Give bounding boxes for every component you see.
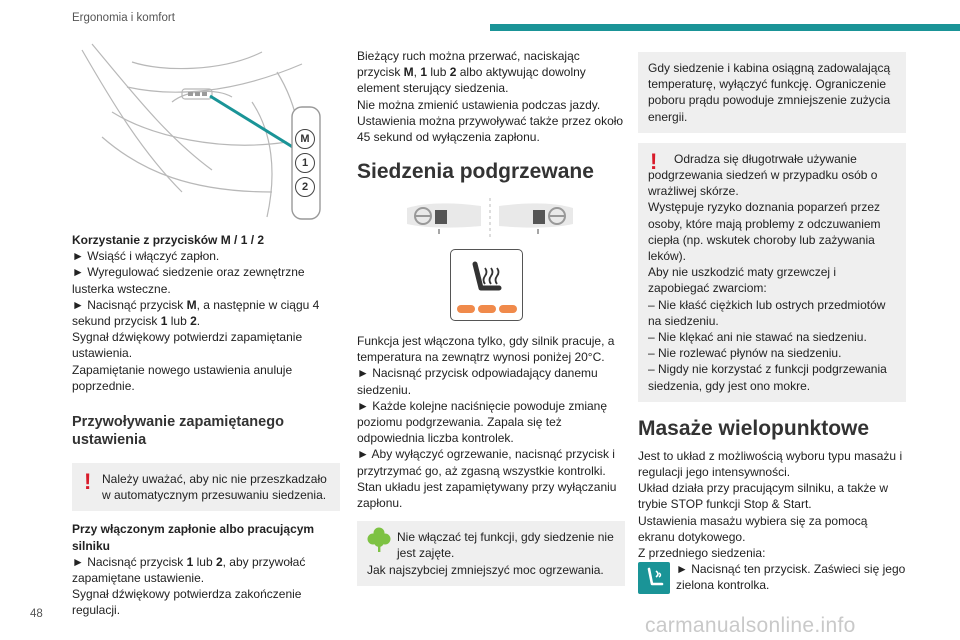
header-section-title: Ergonomia i komfort bbox=[72, 12, 175, 24]
page-number: 48 bbox=[30, 608, 43, 620]
seat-memory-illustration bbox=[72, 42, 324, 222]
energy-info-box bbox=[638, 52, 906, 133]
seat-button-m[interactable] bbox=[295, 129, 315, 149]
usage-note-2: Zapamiętanie nowego ustawienia anuluje poprzednie. bbox=[72, 362, 293, 393]
heating-warning-box bbox=[638, 143, 906, 402]
heating-step-press: ► Nacisnąć przycisk odpowiadający danemu siedzeniu. bbox=[357, 366, 598, 397]
seat-button-2[interactable] bbox=[295, 177, 315, 197]
watermark: carmanualsonline.info bbox=[645, 614, 856, 637]
eco-tip-box bbox=[357, 521, 625, 586]
massage-settings: Ustawienia masażu wybiera się za pomocą ekranu dotykowego. bbox=[638, 513, 868, 544]
ignition-heading: Przy włączonym zapłonie albo pracującym silniku bbox=[72, 522, 315, 553]
middle-column-top bbox=[357, 48, 625, 185]
seat-button-1-label: 1 bbox=[301, 157, 309, 169]
heat-level-led-3 bbox=[499, 305, 517, 313]
massage-step-text: ► Nacisnąć ten przycisk. Zaświeci się jego zielona kontrolka. bbox=[676, 562, 906, 593]
warning-icon: ! bbox=[84, 469, 92, 495]
heating-condition: Funkcja jest włączona tylko, gdy silnik pracuje, a temperatura na zewnątrz wynosi poniżej 20°C. bbox=[357, 334, 615, 365]
massage-front-seat: Z przedniego siedzenia: bbox=[638, 546, 766, 561]
warning-text: Należy uważać, aby nic nie przeszkadzało w automatycznym przesuwaniu siedzenia. bbox=[102, 472, 327, 503]
heating-step-level: ► Każde kolejne naciśnięcie powoduje zmianę poziomu podgrzewania. Zapala się też odpowiednia liczba kontrolek. bbox=[357, 398, 608, 446]
recall-heading: Przywoływanie zapamiętanego ustawienia bbox=[72, 414, 284, 449]
massage-operation: Układ działa przy pracującym silniku, a także w trybie STOP funkcji Stop & Start. bbox=[638, 481, 889, 512]
usage-step-2: ► Wyregulować siedzenie oraz zewnętrzne lusterka wsteczne. bbox=[72, 265, 305, 296]
massage-intro: Jest to układ z możliwością wyboru typu masażu i regulacji jego intensywności. bbox=[638, 448, 903, 480]
heating-warning-5: – Nie klękać ani nie stawać na siedzeniu. bbox=[648, 330, 867, 345]
interrupt-paragraph: Bieżący ruch można przerwać, naciskając przycisk M, 1 lub 2 albo aktywując dowolny element sterujący siedzenia. bbox=[357, 49, 586, 96]
usage-step-3: ► Nacisnąć przycisk M, a następnie w ciągu 4 sekund przycisk 1 lub 2. bbox=[72, 297, 320, 329]
recall-after-ignition-off: Ustawienia można przywoływać także przez około 45 sekund od wyłączenia zapłonu. bbox=[357, 113, 624, 145]
warning-box-seat-motion bbox=[72, 463, 340, 511]
heating-warning-6: – Nie rozlewać płynów na siedzeniu. bbox=[648, 346, 842, 361]
massage-button[interactable] bbox=[638, 562, 670, 594]
heating-step-off: ► Aby wyłączyć ogrzewanie, nacisnąć przycisk i przytrzymać go, aż zgasną wszystkie kontrolki. bbox=[357, 447, 615, 478]
usage-note-1: Sygnał dźwiękowy potwierdzi zapamiętanie ustawienia. bbox=[72, 330, 303, 361]
heating-warning-1: Odradza się długotrwałe używanie podgrzewania siedzeń w przypadku osób o wrażliwej skórze. bbox=[648, 151, 878, 199]
heat-level-led-1 bbox=[457, 305, 475, 313]
header-accent-bar bbox=[490, 24, 960, 31]
warning-icon: ! bbox=[650, 148, 658, 174]
heating-memory: Stan układu jest zapamiętywany przy wyłączaniu zapłonu. bbox=[357, 479, 617, 511]
usage-heading: Korzystanie z przycisków M / 1 / 2 bbox=[72, 233, 265, 247]
ignition-note: Sygnał dźwiękowy potwierdza zakończenie regulacji. bbox=[72, 587, 302, 618]
heating-warning-4: – Nie kłaść ciężkich lub ostrych przedmiotów na siedzeniu. bbox=[648, 297, 886, 328]
heating-warning-3: Aby nie uszkodzić maty grzewczej i zapobiegać zwarciom: bbox=[648, 265, 837, 296]
massage-seat-icon bbox=[638, 562, 670, 594]
eco-tip-2: Jak najszybciej zmniejszyć moc ogrzewania. bbox=[367, 562, 604, 577]
heated-seat-icon bbox=[469, 258, 507, 298]
heated-seat-button[interactable] bbox=[450, 249, 523, 321]
left-column bbox=[72, 232, 340, 619]
massage-heading: Masaże wielopunktowe bbox=[638, 416, 870, 440]
energy-info-text: Gdy siedzenie i kabina osiągną zadowalającą temperaturę, wyłączyć funkcję. Ograniczenie poboru prądu powoduje zmniejszenie zużycia energii. bbox=[648, 61, 891, 124]
middle-column-bottom bbox=[357, 333, 625, 586]
seat-button-2-label: 2 bbox=[301, 181, 309, 193]
heated-seat-buttons-illustration bbox=[405, 196, 575, 240]
heat-level-led-2 bbox=[478, 305, 496, 313]
eco-tip-1: Nie włączać tej funkcji, gdy siedzenie nie jest zajęte. bbox=[397, 530, 614, 561]
heated-seats-heading: Siedzenia podgrzewane bbox=[357, 160, 594, 184]
usage-step-1: ► Wsiąść i włączyć zapłon. bbox=[72, 249, 220, 264]
no-change-while-driving: Nie można zmienić ustawienia podczas jazdy. bbox=[357, 97, 601, 112]
eco-leaf-icon bbox=[367, 527, 391, 553]
massage-step bbox=[638, 561, 906, 593]
right-column bbox=[638, 52, 906, 594]
ignition-step: ► Nacisnąć przycisk 1 lub 2, aby przywołać zapamiętane ustawienie. bbox=[72, 554, 306, 586]
seat-button-1[interactable] bbox=[295, 153, 315, 173]
heating-warning-7: – Nigdy nie korzystać z funkcji podgrzewania siedzenia, gdy jest ono mokre. bbox=[648, 362, 887, 393]
heating-warning-2: Występuje ryzyko doznania poparzeń przez osoby, które mają problemy z odczuwaniem ciepła (np. wskutek choroby lub zażywania leków). bbox=[648, 200, 881, 264]
seat-button-m-label: M bbox=[300, 133, 310, 145]
